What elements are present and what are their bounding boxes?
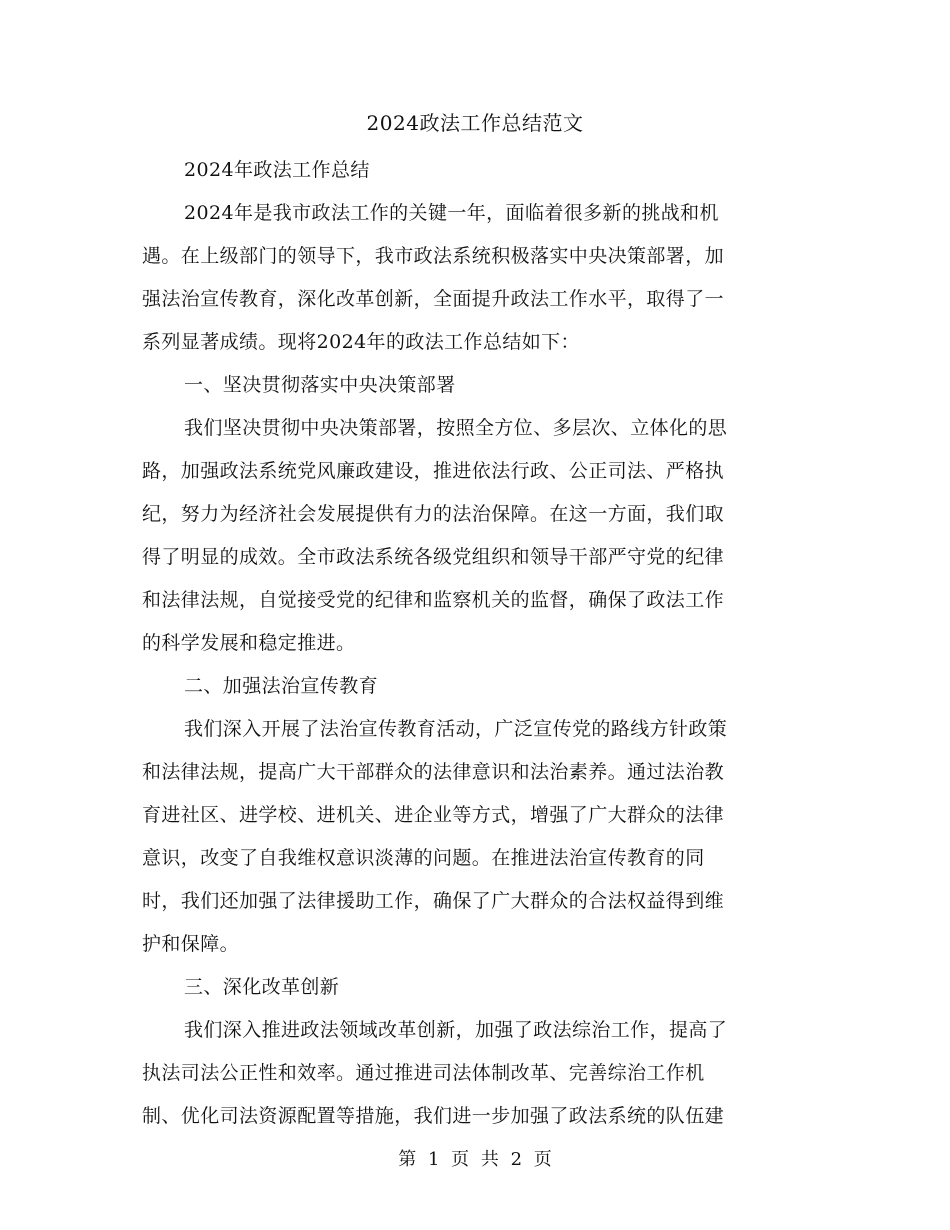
text-line: 执法司法公正性和效率。通过推进司法体制改革、完善综治工作机 (142, 1062, 705, 1084)
text-line: 和法律法规，提高广大干部群众的法律意识和法治素养。通过法治教 (142, 761, 725, 783)
text-line: 制、优化司法资源配置等措施，我们进一步加强了政法系统的队伍建 (142, 1105, 725, 1127)
text-line: 路，加强政法系统党风廉政建设，推进依法行政、公正司法、严格执 (142, 460, 725, 482)
text-line: 2024年是我市政法工作的关键一年，面临着很多新的挑战和机 (184, 202, 719, 224)
text-line: 和法律法规，自觉接受党的纪律和监察机关的监督，确保了政法工作 (142, 589, 725, 611)
page-footer: 第 1 页 共 2 页 (398, 1149, 552, 1170)
text-line: 我们深入推进政法领域改革创新，加强了政法综治工作，提高了 (184, 1019, 728, 1041)
text-line: 系列显著成绩。现将2024年的政法工作总结如下： (142, 331, 580, 353)
text-line: 遇。在上级部门的领导下，我市政法系统积极落实中央决策部署，加 (142, 245, 725, 267)
text-line: 纪，努力为经济社会发展提供有力的法治保障。在这一方面，我们取 (142, 503, 725, 525)
text-line: 一、坚决贯彻落实中央决策部署 (184, 374, 456, 396)
text-line: 我们坚决贯彻中央决策部署，按照全方位、多层次、立体化的思 (184, 417, 728, 439)
text-line: 三、深化改革创新 (184, 976, 340, 998)
text-line: 强法治宣传教育，深化改革创新，全面提升政法工作水平，取得了一 (142, 288, 725, 310)
document-title: 2024政法工作总结范文 (366, 111, 584, 135)
text-line: 二、加强法治宣传教育 (184, 675, 379, 697)
text-line: 护和保障。 (142, 933, 240, 955)
text-line: 得了明显的成效。全市政法系统各级党组织和领导干部严守党的纪律 (142, 546, 725, 568)
text-line: 育进社区、进学校、进机关、进企业等方式，增强了广大群众的法律 (142, 804, 725, 826)
text-line: 时，我们还加强了法律援助工作，确保了广大群众的合法权益得到维 (142, 890, 725, 912)
text-line: 我们深入开展了法治宣传教育活动，广泛宣传党的路线方针政策 (184, 718, 728, 740)
text-line: 意识，改变了自我维权意识淡薄的问题。在推进法治宣传教育的同 (142, 847, 705, 869)
text-line: 的科学发展和稳定推进。 (142, 632, 356, 654)
text-line: 2024年政法工作总结 (184, 159, 370, 181)
document-body (142, 149, 802, 1138)
